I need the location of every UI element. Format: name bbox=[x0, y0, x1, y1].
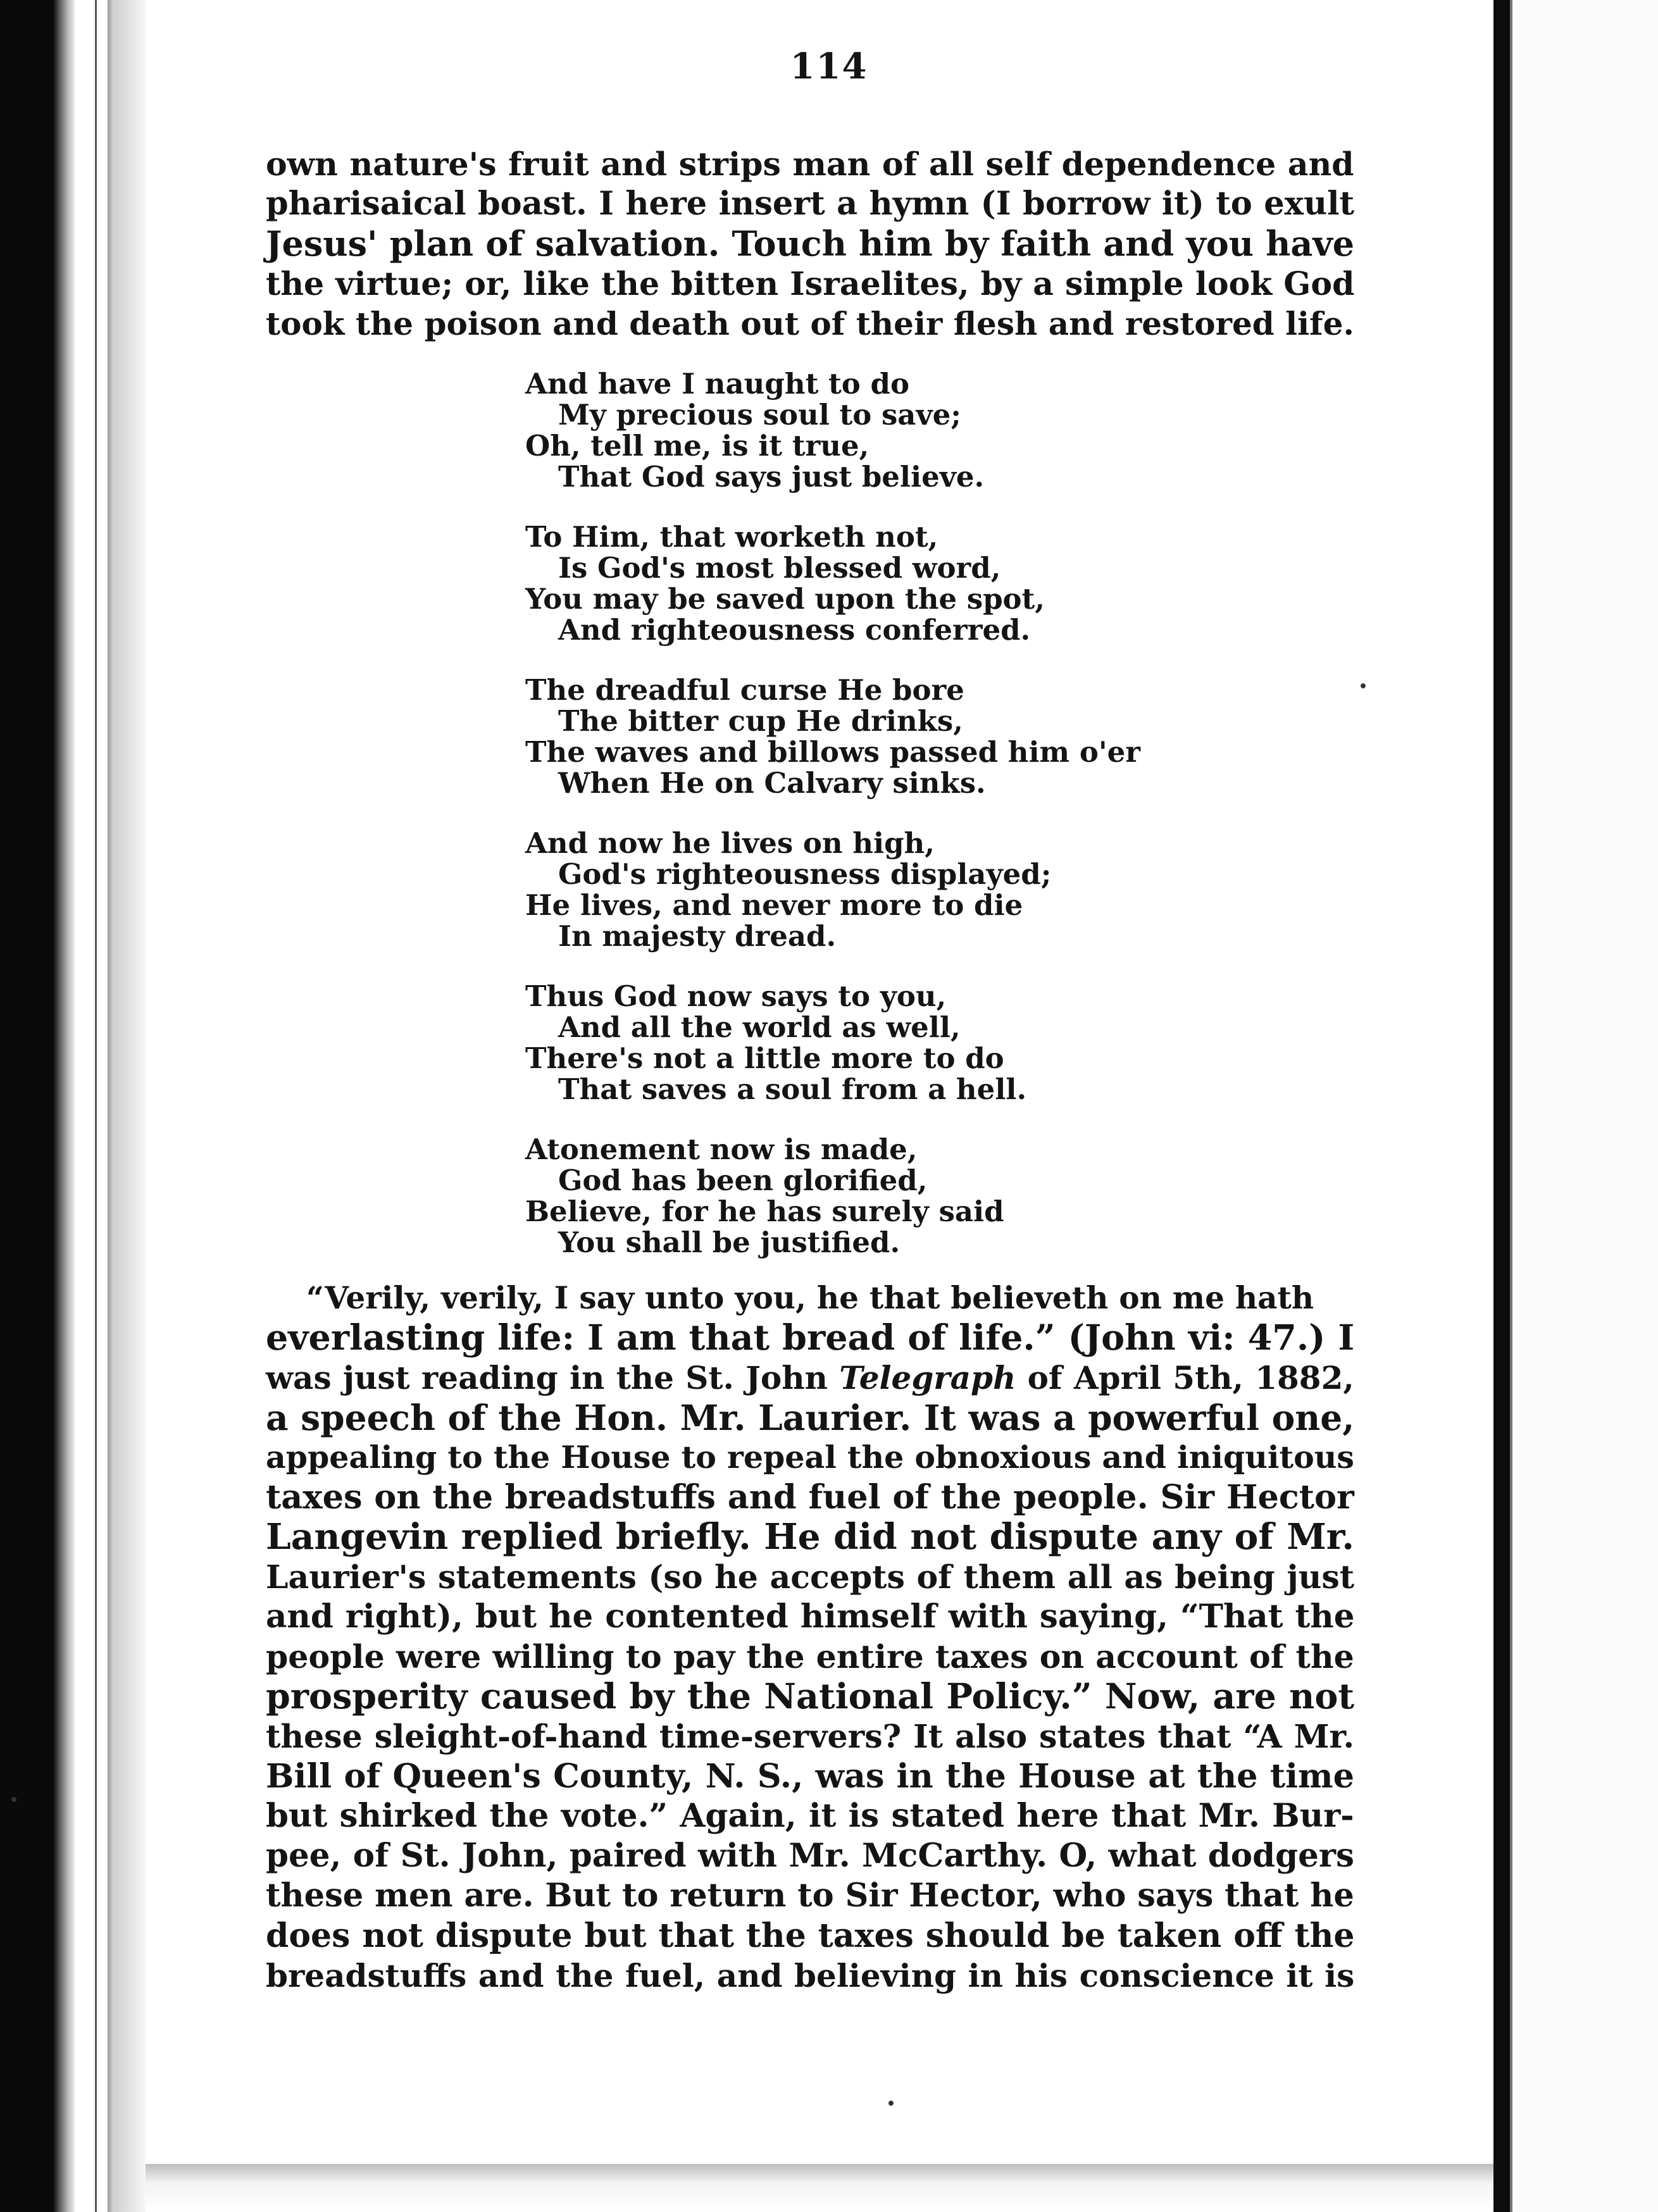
verse-line: God's righteousness displayed; bbox=[558, 857, 1052, 891]
verse-line: That saves a soul from a hell. bbox=[558, 1072, 1027, 1106]
text-line: Langevin replied briefly. He did not dispute any of Mr. bbox=[266, 1516, 1355, 1558]
hymn-stanza bbox=[525, 674, 1190, 798]
text-line: Bill of Queen's County, N. S., was in the House at the time bbox=[266, 1757, 1354, 1796]
text-line: appealing to the House to repeal the obnoxious and iniquitous bbox=[266, 1439, 1355, 1476]
verse-line: And all the world as well, bbox=[558, 1010, 961, 1044]
ink-speck bbox=[11, 1797, 16, 1802]
verse-line: Is God's most blessed word, bbox=[558, 551, 1001, 585]
text-line: “Verily, verily, I say unto you, he that believeth on me hath bbox=[306, 1280, 1314, 1316]
verse-line: When He on Calvary sinks. bbox=[558, 766, 986, 800]
text-line-with-italic bbox=[266, 1358, 1354, 1398]
gutter-line bbox=[95, 0, 97, 2212]
page-number: 114 bbox=[790, 46, 868, 87]
text-line: everlasting life: I am that bread of life.” (John vi: 47.) I bbox=[266, 1317, 1355, 1358]
gutter-shade bbox=[108, 0, 114, 2212]
right-page-edge bbox=[1493, 0, 1510, 2212]
verse-line: In majesty dread. bbox=[558, 919, 837, 953]
text-line: pharisaical boast. I here insert a hymn (I borrow it) to exult bbox=[266, 185, 1355, 223]
hymn-stanza bbox=[525, 368, 1190, 492]
ink-speck bbox=[888, 2101, 894, 2106]
text-line: the virtue; or, like the bitten Israelites, by a simple look God bbox=[266, 265, 1355, 302]
verse-line: You may be saved upon the spot, bbox=[525, 582, 1045, 616]
paragraph-scripture-and-commentary bbox=[266, 1278, 1354, 1996]
text-line: breadstuffs and the fuel, and believing in his conscience it is bbox=[266, 1957, 1355, 1994]
verse-line: To Him, that worketh not, bbox=[525, 520, 938, 554]
text-run: of April 5th, 1882, bbox=[1016, 1359, 1354, 1396]
text-line: but shirked the vote.” Again, it is stated here that Mr. Bur- bbox=[266, 1797, 1354, 1835]
verse-line: Atonement now is made, bbox=[525, 1133, 918, 1166]
verse-line: Thus God now says to you, bbox=[525, 979, 947, 1013]
facing-page bbox=[1510, 0, 1658, 2212]
text-line: and right), but he contented himself with saying, “That the bbox=[266, 1598, 1355, 1636]
text-run: was just reading in the St. John bbox=[266, 1359, 840, 1396]
gutter-fill bbox=[114, 0, 146, 2212]
verse-line: And now he lives on high, bbox=[525, 826, 935, 860]
text-line: pee, of St. John, paired with Mr. McCarthy. O, what dodgers bbox=[266, 1837, 1355, 1875]
verse-line: He lives, and never more to die bbox=[525, 888, 1023, 922]
hymn-stanza bbox=[525, 1134, 1190, 1258]
verse-line: You shall be justified. bbox=[558, 1226, 901, 1259]
hymn bbox=[525, 368, 1190, 1287]
text-line: own nature's fruit and strips man of all self dependence and bbox=[266, 146, 1354, 183]
verse-line: There's not a little more to do bbox=[525, 1041, 1004, 1075]
hymn-stanza bbox=[525, 521, 1190, 645]
text-line: prosperity caused by the National Policy.” Now, are not bbox=[266, 1676, 1355, 1717]
verse-line: God has been glorified, bbox=[558, 1164, 928, 1197]
text-line: took the poison and death out of their flesh and restored life. bbox=[266, 305, 1354, 342]
verse-line: The bitter cup He drinks, bbox=[558, 704, 963, 738]
verse-line: That God says just believe. bbox=[558, 460, 985, 494]
verse-line: The waves and billows passed him o'er bbox=[525, 735, 1140, 769]
ink-speck bbox=[1361, 683, 1366, 688]
text-line: Jesus' plan of salvation. Touch him by faith and you have bbox=[266, 223, 1355, 264]
text-line: people were willing to pay the entire taxes on account of the bbox=[266, 1638, 1354, 1675]
hymn-stanza bbox=[525, 828, 1190, 952]
hymn-stanza bbox=[525, 981, 1190, 1105]
page-bottom-edge bbox=[146, 2164, 1512, 2212]
verse-line: And righteousness conferred. bbox=[558, 613, 1031, 647]
paragraph-intro bbox=[266, 144, 1354, 344]
verse-line: And have I naught to do bbox=[525, 367, 909, 401]
text-line: Laurier's statements (so he accepts of them all as being just bbox=[266, 1558, 1355, 1596]
text-line: a speech of the Hon. Mr. Laurier. It was a powerful one, bbox=[266, 1397, 1355, 1438]
text-line: these sleight-of-hand time-servers? It also states that “A Mr. bbox=[266, 1718, 1355, 1755]
book-spine-shadow bbox=[0, 0, 75, 2212]
verse-line: The dreadful curse He bore bbox=[525, 673, 964, 707]
verse-line: Oh, tell me, is it true, bbox=[525, 429, 870, 463]
newspaper-title: Telegraph bbox=[839, 1359, 1016, 1396]
verse-line: Believe, for he has surely said bbox=[525, 1195, 1004, 1228]
text-line: taxes on the breadstuffs and fuel of the people. Sir Hector bbox=[266, 1478, 1354, 1517]
verse-line: My precious soul to save; bbox=[558, 398, 961, 432]
text-line: does not dispute but that the taxes should be taken off the bbox=[266, 1917, 1355, 1955]
text-line: these men are. But to return to Sir Hector, who says that he bbox=[266, 1877, 1354, 1915]
